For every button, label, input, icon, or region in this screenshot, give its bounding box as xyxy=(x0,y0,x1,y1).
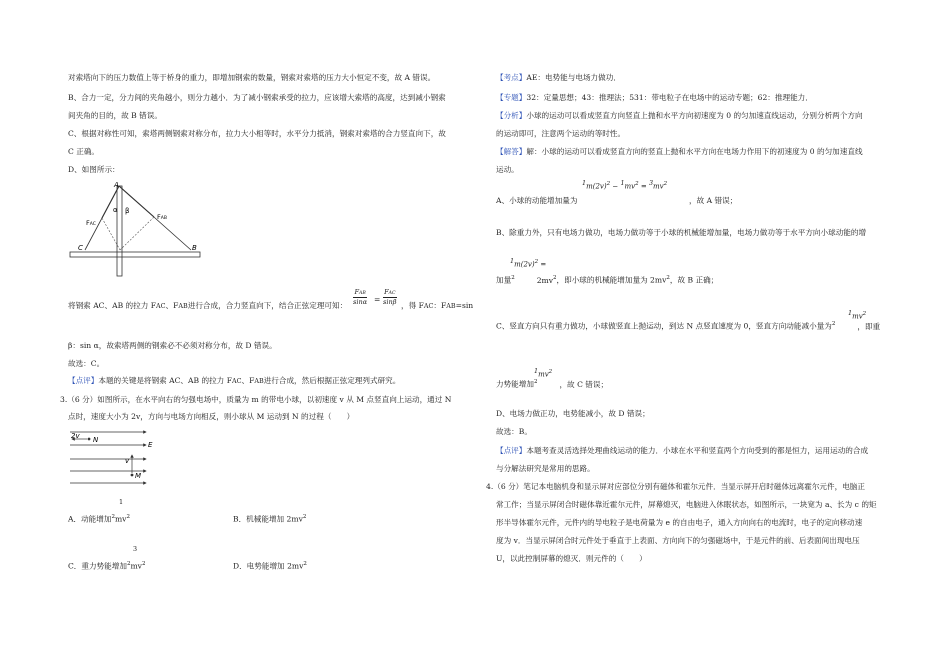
fac-label: FAC xyxy=(86,219,96,227)
question-4-line: 常工作；当显示屏闭合时磁体靠近霍尔元件，屏幕熄灭，电脑进入休眠状态，如图所示，一块宽为 a、长为 c 的矩 xyxy=(496,500,877,509)
option-c: C．重力势能增加$^2mv^2$ xyxy=(68,561,146,571)
fraction-fab-over-sinalpha: FAB sinα xyxy=(353,288,368,306)
text-line: 运动。 xyxy=(496,165,519,174)
text-line: D、如图所示： xyxy=(68,165,120,174)
question-3-line: 3.（6 分）如图所示，在水平向右的匀强电场中，质量为 m 的带电小球，以初速度 v 从 M 点竖直向上运动，通过 N xyxy=(60,395,452,404)
answer-line: 故选：B。 xyxy=(496,427,532,436)
sine-law-line: 将钢索 AC、AB 的拉力 FAC、FAB进行合成，合力竖直向下，结合正弦定理可知： xyxy=(68,301,348,310)
fab-label: FAB xyxy=(157,213,167,221)
option-a-analysis: A、小球的动能增加量为 xyxy=(496,196,578,205)
label-n: N xyxy=(93,436,99,444)
question-4-line: 4.（6 分）笔记本电脑机身和显示屏对应部位分别有磁体和霍尔元件．当显示屏开启时磁体远离霍尔元件，电脑正 xyxy=(486,482,865,491)
option-c-fraction-num: 3 xyxy=(133,545,138,553)
solution: 【解答】解：小球的运动可以看成竖直方向的竖直上抛和水平方向在电场力作用下的初速度为 0 的匀加速直线 xyxy=(496,147,863,156)
comment-line: 【点评】本题的关键是将钢索 AC、AB 的拉力 FAC、FAB进行合成，然后根据正弦定理列式研究。 xyxy=(68,376,401,385)
equals-sign: = xyxy=(374,295,381,304)
text-line: β：sin α，故索塔两侧的钢索必不必须对称分布，故 D 错误。 xyxy=(68,341,277,350)
text-line: 与分解法研究是常用的思路。 xyxy=(496,464,595,473)
option-a-fraction-num: 1 xyxy=(119,498,124,506)
option-a: A．动能增加$^2mv^2$ xyxy=(68,514,130,524)
text-line: 对索塔向下的压力数值上等于桥身的重力，即增加钢索的数量，钢索对索塔的压力大小恒定不变，故 A 错误。 xyxy=(68,73,436,82)
text-line: C 正确。 xyxy=(68,147,100,156)
text-line: 间夹角的目的，故 B 错误。 xyxy=(68,111,162,120)
option-b-analysis: B、除重力外，只有电场力做功，电场力做功等于小球的机械能增加量，电场力做功等于水平方向小球动能的增 xyxy=(496,228,867,237)
point-c-label: C xyxy=(78,244,83,252)
option-b-result: 加量$^2$ $2mv^2$，即小球的机械能增加量为 $2mv^2$，故 B 正确； xyxy=(496,275,719,285)
text-line: 的运动即可，注意两个运动的等时性。 xyxy=(496,129,626,138)
label-2v: 2v xyxy=(71,432,80,440)
comment-line: 【点评】本题考查灵活选择处理曲线运动的能力．小球在水平和竖直两个方向受到的都是恒力，运用运动的合成 xyxy=(496,446,869,455)
ratio-result: ，得 FAC：FAB=sin xyxy=(401,301,474,310)
mechanical-energy-formula: $1m(2v)^2$ = xyxy=(510,257,547,269)
alpha-label: α xyxy=(113,206,118,214)
option-c-analysis: C、竖直方向只有重力做功，小球做竖直上抛运动，到达 N 点竖直速度为 0，竖直方向动能减小量为$^2$ ，即重 xyxy=(496,321,881,331)
point-n xyxy=(88,438,91,441)
question-3-line: 点时，速度大小为 2v，方向与电场方向相反，则小球从 M 运动到 N 的过程（ ） xyxy=(68,412,355,421)
option-d: D．电势能增加 $2mv^2$ xyxy=(233,561,307,571)
kinetic-energy-formula: $1m(2v)^2 - 1mv^2 = 3mv^2$ xyxy=(582,179,668,191)
point-b-label: B xyxy=(192,244,197,252)
point-m xyxy=(131,474,134,477)
question-4-line: U，以此控制屏幕的熄灭．则元件的（ ） xyxy=(496,554,647,563)
text-line: B、合力一定，分力间的夹角越小，则分力越小．为了减小钢索承受的拉力，应该增大索塔的高度，达到减小钢索 xyxy=(68,93,446,102)
vertical-ke-formula: $1mv^2$ xyxy=(848,309,867,321)
answer-line: 故选：C。 xyxy=(68,359,105,368)
label-e: E xyxy=(148,441,153,449)
tower xyxy=(117,186,122,276)
option-c-result: 力势能增加$^2$ ，故 C 错误； xyxy=(496,379,609,389)
electric-field-figure xyxy=(68,426,168,488)
potential-energy-formula: $1mv^2$ xyxy=(534,367,553,379)
topic: 【专题】32：定量思想；43：推理法；531：带电粒子在电场中的运动专题；62：推理能力． xyxy=(496,93,813,102)
question-4-line: 度为 v．当显示屏闭合时元件处于垂直于上表面、方向向下的匀强磁场中，于是元件的前、后表面间出现电压 xyxy=(496,536,860,545)
beta-label: β xyxy=(125,207,130,215)
text-line: C、根据对称性可知，索塔两侧钢索对称分布，拉力大小相等时，水平分力抵消，钢索对索塔的合力竖直向下，故 xyxy=(68,129,446,138)
label-m: M xyxy=(135,472,142,480)
parallelogram-side xyxy=(120,217,154,250)
option-d-analysis: D、电场力做正功，电势能减小，故 D 错误； xyxy=(496,409,650,418)
option-b: B．机械能增加 $2mv^2$ xyxy=(233,514,307,524)
cable-tower-figure xyxy=(68,178,208,280)
fraction-fac-over-sinbeta: FAC sinβ xyxy=(383,288,397,306)
label-v: v xyxy=(125,457,130,465)
analysis: 【分析】小球的运动可以看成竖直方向竖直上抛和水平方向初速度为 0 的匀加速直线运动，分别分析两个方向 xyxy=(496,111,863,120)
question-4-line: 形半导体霍尔元件，元件内的导电粒子是电荷量为 e 的自由电子，通入方向向右的电流时，电子的定向移动速 xyxy=(496,518,863,527)
option-a-result: ，故 A 错误； xyxy=(689,196,738,205)
bridge-deck xyxy=(70,252,200,257)
knowledge-point: 【考点】AE：电势能与电场力做功． xyxy=(496,73,621,82)
point-a-label: A xyxy=(114,181,119,189)
